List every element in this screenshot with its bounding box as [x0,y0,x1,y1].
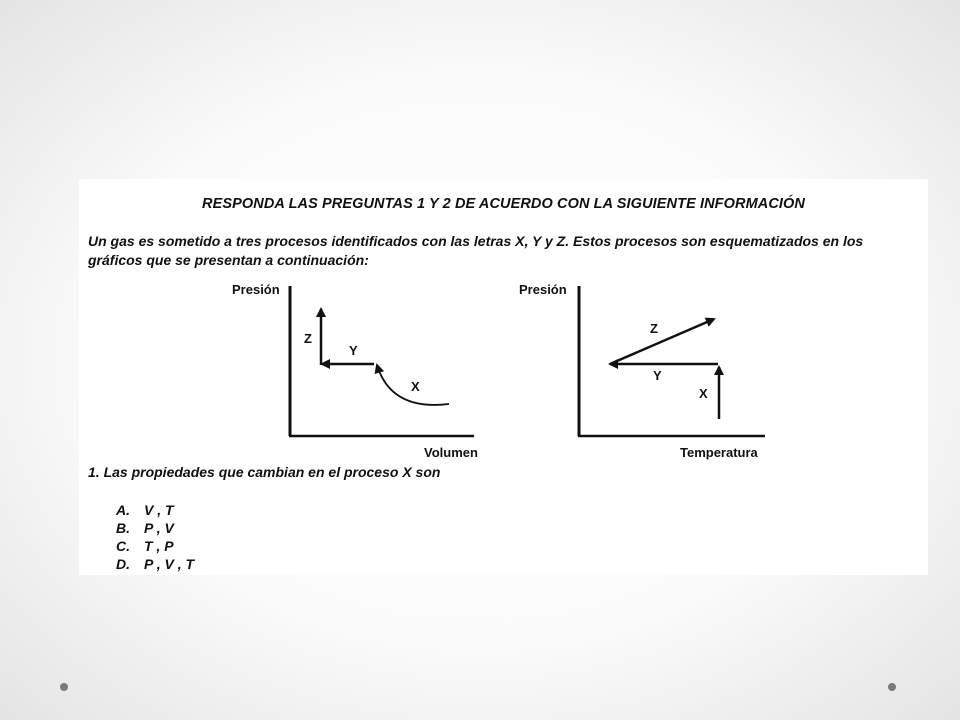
option-b [116,519,194,537]
option-text: P , V [144,520,174,536]
option-a [116,501,194,519]
option-c [116,537,194,555]
option-letter: A. [116,502,130,518]
question-1-text: 1. Las propiedades que cambian en el proceso X son [88,464,441,480]
pt-x-axis-label: Temperatura [680,445,758,460]
option-text: P , V , T [144,556,195,572]
pt-label-y: Y [653,368,662,383]
slide-decor-dot-right [888,683,896,691]
intro-paragraph [88,232,920,270]
graph-pressure-temperature [509,279,779,464]
option-letter: D. [116,556,130,572]
slide-decor-dot-left [60,683,68,691]
option-text: T , P [144,538,174,554]
option-d [116,555,194,573]
pt-y-axis-label: Presión [519,282,567,297]
option-text: V , T [144,502,174,518]
option-letter: B. [116,520,130,536]
graph-pressure-volume [219,279,479,464]
pt-process-z-arrow [610,319,714,364]
answer-options [116,501,194,573]
exam-document [79,179,928,575]
pt-label-x: X [699,386,708,401]
intro-line-2: gráficos que se presentan a continuación: [88,252,369,268]
pv-label-x: X [411,379,420,394]
pv-x-axis-label: Volumen [424,445,478,460]
pv-label-z: Z [304,331,312,346]
pt-label-z: Z [650,321,658,336]
pv-y-axis-label: Presión [232,282,280,297]
intro-line-1: Un gas es sometido a tres procesos identificados con las letras X, Y y Z. Estos procesos son esquematizados en los [88,233,864,249]
pv-label-y: Y [349,343,358,358]
option-letter: C. [116,538,130,554]
document-heading: RESPONDA LAS PREGUNTAS 1 Y 2 DE ACUERDO CON LA SIGUIENTE INFORMACIÓN [202,196,805,212]
